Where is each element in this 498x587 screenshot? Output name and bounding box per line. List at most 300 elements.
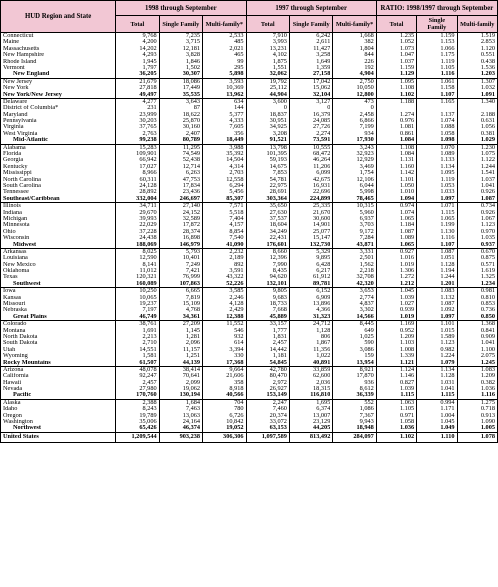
state-value: 1.175 — [440, 52, 455, 59]
state-value: 22,975 — [269, 182, 287, 189]
state-value: 92,247 — [139, 373, 157, 380]
state-value: 3,643 — [185, 98, 201, 105]
state-value: 4,314 — [229, 163, 244, 170]
value-cell — [116, 366, 159, 399]
state-value: 1.032 — [480, 85, 495, 92]
region-total-value: 46,374 — [182, 425, 201, 432]
state-value: 14,202 — [139, 45, 157, 52]
state-value: 3,302 — [359, 307, 374, 314]
state-value: 1,875 — [272, 58, 287, 65]
region-total-value: 65,426 — [139, 425, 157, 432]
state-value: 30,203 — [139, 118, 157, 125]
value-cell — [417, 98, 457, 144]
state-value: 6,665 — [185, 288, 201, 295]
state-value: 37,765 — [139, 124, 157, 131]
state-value: 1.083 — [480, 366, 495, 373]
region-total-value: 17,930 — [356, 137, 374, 144]
region-total-value: 5,898 — [229, 71, 244, 78]
state-value: 28,691 — [269, 189, 287, 196]
state-value: 19,792 — [269, 78, 287, 85]
value-cell — [203, 33, 246, 79]
region-total-value: 54,845 — [269, 359, 287, 366]
region-total-value: 78,465 — [356, 195, 374, 202]
state-value: 46,264 — [313, 157, 331, 164]
region-total-name: Southwest — [13, 280, 41, 287]
state-value: 7,367 — [359, 412, 374, 419]
region-total-value: 1.212 — [400, 280, 415, 287]
value-cell — [417, 144, 457, 203]
sub-header-single-1997: Single Family — [289, 16, 332, 33]
state-value: 4,293 — [142, 52, 157, 59]
state-value: 28,374 — [182, 228, 201, 235]
state-value: 3,593 — [229, 78, 244, 85]
value-cell — [417, 288, 457, 321]
value-cell — [246, 33, 289, 79]
state-value: 9,768 — [142, 33, 157, 39]
value-cell — [289, 248, 332, 287]
state-value: 12,929 — [356, 157, 374, 164]
region-group — [1, 366, 498, 399]
state-value: 1.010 — [400, 189, 415, 196]
state-value: 1.065 — [400, 215, 415, 222]
state-value: 10,369 — [226, 85, 244, 92]
state-value: 10,315 — [356, 203, 374, 210]
region-total-value: 1.115 — [440, 392, 455, 399]
region-total-value: 73,591 — [313, 137, 331, 144]
state-value: 6,217 — [316, 268, 331, 275]
region-total-value: 99,238 — [139, 137, 157, 144]
region-group — [1, 78, 498, 98]
state-value: 13,896 — [313, 301, 331, 308]
value-cell — [159, 248, 202, 287]
grand-total-value: 813,492 — [289, 432, 332, 442]
state-value: 1.307 — [480, 78, 495, 85]
sub-header-multi-ratio: Multi-family — [457, 16, 497, 33]
state-name: Massachusetts — [3, 45, 40, 52]
state-value: 32,589 — [182, 215, 201, 222]
region-total-value: 13,954 — [356, 359, 374, 366]
value-cell — [289, 98, 332, 144]
state-value: 2,246 — [229, 294, 244, 301]
grand-total-value: 284,097 — [333, 432, 376, 442]
state-value: 1.015 — [440, 327, 455, 334]
state-value: 1.084 — [400, 151, 415, 158]
grand-total-value: 1,097,589 — [246, 432, 289, 442]
state-value: 1.041 — [440, 386, 455, 393]
state-value: 7,853 — [272, 170, 287, 177]
state-value: 18,622 — [182, 111, 201, 118]
state-value: 844 — [364, 52, 374, 59]
state-value: 59,193 — [269, 157, 287, 164]
state-value: 7,421 — [185, 268, 201, 275]
state-name: Texas — [3, 274, 18, 281]
state-value: 2,407 — [185, 130, 201, 137]
state-value: 1.159 — [400, 64, 415, 71]
state-value: 24,085 — [313, 118, 331, 125]
region-total-name: New York/New Jersey — [3, 91, 62, 98]
state-value: 14,551 — [139, 346, 157, 353]
state-value: 25,870 — [182, 118, 201, 125]
state-value: 1.159 — [440, 33, 455, 39]
state-value: 87 — [193, 105, 201, 112]
state-value: 8,921 — [359, 366, 374, 373]
state-value: 1.209 — [400, 333, 415, 340]
value-cell — [159, 321, 202, 367]
state-value: 0 — [370, 105, 374, 112]
state-value: 76,999 — [182, 274, 201, 281]
value-cell — [457, 399, 497, 432]
state-name: Missouri — [3, 301, 26, 308]
region-total-value: 27,158 — [313, 71, 331, 78]
state-value: 1.041 — [480, 340, 495, 347]
state-name: Wisconsin — [3, 235, 30, 242]
state-value: 6,726 — [229, 412, 244, 419]
state-name: New Jersey — [3, 78, 33, 85]
state-value: 0.571 — [480, 261, 495, 268]
state-value: 1.274 — [400, 111, 415, 118]
state-value: 11,356 — [313, 346, 331, 353]
region-total-value: 1.129 — [400, 71, 415, 78]
state-value: 3,394 — [229, 346, 244, 353]
state-value: 15,283 — [139, 144, 157, 151]
state-value: 1.019 — [400, 261, 415, 268]
value-cell — [376, 78, 416, 98]
state-value: 6,044 — [359, 182, 374, 189]
state-value: 120,321 — [136, 274, 157, 281]
state-name-cell — [1, 399, 116, 432]
state-value: 1.004 — [440, 412, 455, 419]
table-body — [1, 33, 498, 443]
ratio-header: RATIO: 1998/1997 through September — [376, 1, 497, 16]
state-value: 2,750 — [359, 78, 374, 85]
state-value: 1.339 — [400, 353, 415, 360]
state-value: 42,780 — [269, 366, 287, 373]
value-cell — [159, 98, 202, 144]
region-total-value: 170,760 — [136, 392, 157, 399]
state-value: 3,585 — [229, 288, 244, 295]
state-value: 7,197 — [142, 307, 157, 314]
state-value: 18,837 — [269, 111, 287, 118]
state-value: 19,789 — [139, 412, 157, 419]
state-value: 10,842 — [226, 419, 244, 426]
state-name: Indiana — [3, 209, 22, 216]
region-total-value: 1.097 — [440, 313, 455, 320]
state-name: Louisiana — [3, 255, 28, 262]
value-cell — [159, 33, 202, 79]
grand-total-value: 1.078 — [457, 432, 497, 442]
region-total-value: 1.203 — [480, 71, 495, 78]
state-name: Montana — [3, 327, 26, 334]
region-total-name: Southeast/Caribbean — [3, 195, 60, 202]
value-cell — [417, 399, 457, 432]
value-cell — [333, 366, 376, 399]
state-value: 144 — [234, 105, 244, 112]
grand-total-value: 306,306 — [203, 432, 246, 442]
state-value: 1.108 — [400, 144, 415, 151]
period-1997-header: 1997 through September — [246, 1, 376, 16]
state-value: 0.810 — [480, 294, 495, 301]
state-name: District of Columbia* — [3, 105, 59, 112]
state-value: 1.095 — [440, 170, 455, 177]
region-group — [1, 399, 498, 432]
state-value: 8,854 — [229, 228, 244, 235]
value-cell — [457, 33, 497, 79]
region-total-value: 40,891 — [313, 359, 331, 366]
value-cell — [457, 321, 497, 367]
state-value: 19,062 — [182, 386, 201, 393]
region-total-value: 44,139 — [182, 359, 201, 366]
region-total-value: 188,069 — [136, 241, 157, 248]
state-value: 1.036 — [480, 386, 495, 393]
state-value: 1.123 — [440, 340, 455, 347]
value-cell — [376, 33, 416, 79]
state-name: Georgia — [3, 157, 24, 164]
state-name: Arkansas — [3, 248, 27, 255]
region-group — [1, 144, 498, 203]
state-value: 1,777 — [272, 327, 287, 334]
state-name: North Dakota — [3, 333, 38, 340]
state-value: 15,147 — [313, 235, 331, 242]
region-total-value: 1.116 — [440, 71, 455, 78]
state-name-cell — [1, 248, 116, 287]
value-cell — [159, 144, 202, 203]
state-value: 27,630 — [269, 209, 287, 216]
state-value: 1.119 — [440, 176, 455, 183]
state-name-cell — [1, 33, 116, 79]
state-value: 22,029 — [139, 222, 157, 229]
united-states-total-row — [1, 432, 498, 442]
state-value: 3,993 — [272, 39, 287, 46]
table-header — [1, 1, 498, 33]
state-value: 1,867 — [316, 340, 331, 347]
state-value: 94,620 — [269, 274, 287, 281]
state-value: 1.101 — [400, 176, 415, 183]
state-value: 4,366 — [316, 307, 331, 314]
region-total-name: Mid-Atlantic — [13, 137, 48, 144]
value-cell — [457, 248, 497, 287]
state-value: 1.235 — [400, 33, 415, 39]
value-cell — [159, 203, 202, 249]
state-value: 7,404 — [229, 215, 244, 222]
state-value: 12,106 — [356, 176, 374, 183]
region-total-value: 17,368 — [226, 359, 244, 366]
state-value: 0.939 — [400, 307, 415, 314]
state-value: 21,679 — [139, 78, 157, 85]
region-total-value: 31,323 — [313, 313, 331, 320]
state-value: 356 — [234, 130, 244, 137]
region-total-value: 1.029 — [480, 137, 495, 144]
state-value: 24,164 — [182, 419, 201, 426]
state-value: 1.122 — [480, 157, 495, 164]
state-value: 6,294 — [229, 182, 244, 189]
state-value: 1.169 — [400, 321, 415, 328]
state-value: 47,753 — [182, 176, 201, 183]
state-value: 26,927 — [269, 386, 287, 393]
state-value: 60,311 — [139, 176, 157, 183]
state-value: 6,374 — [316, 406, 331, 413]
state-value: 3,653 — [359, 288, 374, 295]
value-cell — [457, 366, 497, 399]
state-value: 1.105 — [400, 406, 415, 413]
state-value: 473 — [364, 98, 374, 105]
state-name-cell — [1, 288, 116, 321]
state-value: 1.131 — [400, 157, 415, 164]
state-value: 1.108 — [400, 85, 415, 92]
state-value: 8,025 — [142, 248, 157, 255]
value-cell — [116, 203, 159, 249]
region-total-value: 4,904 — [359, 71, 374, 78]
state-value: 16,898 — [182, 235, 201, 242]
state-value: 1.037 — [480, 176, 495, 183]
state-value: 0.438 — [480, 58, 495, 65]
state-value: 30,951 — [269, 118, 287, 125]
state-value: 32,923 — [356, 151, 374, 158]
state-value: 10,250 — [139, 288, 157, 295]
state-name: Florida — [3, 151, 22, 158]
state-value: 892 — [234, 261, 244, 268]
region-total-value: 49,497 — [139, 91, 157, 98]
sub-header-single-ratio: Single Family — [417, 16, 457, 33]
state-name: Maine — [3, 39, 20, 46]
value-cell — [116, 288, 159, 321]
state-value: 1,022 — [316, 353, 331, 360]
value-cell — [159, 366, 202, 399]
state-value: 1.209 — [480, 373, 495, 380]
state-value: 8,445 — [359, 321, 374, 328]
value-cell — [203, 98, 246, 144]
state-value: 4,128 — [229, 301, 244, 308]
state-value: 1.116 — [440, 235, 455, 242]
state-value: 15,062 — [313, 85, 331, 92]
state-value: 5,793 — [185, 248, 201, 255]
state-value: 3,988 — [229, 144, 244, 151]
value-cell — [417, 366, 457, 399]
state-value: 4,157 — [229, 222, 244, 229]
state-value: 17,834 — [182, 182, 201, 189]
state-value: 7,540 — [229, 235, 244, 242]
state-name: Vermont — [3, 64, 25, 71]
region-total-value: 85,307 — [226, 195, 244, 202]
state-value: 0.971 — [400, 412, 415, 419]
state-value: 1.008 — [400, 346, 415, 353]
value-cell — [376, 144, 416, 203]
region-group — [1, 33, 498, 79]
region-total-value: 1.087 — [480, 195, 495, 202]
region-total-value: 1.098 — [440, 137, 455, 144]
state-value: 1,359 — [316, 64, 331, 71]
state-name: Colorado — [3, 321, 27, 328]
state-name: Michigan — [3, 215, 28, 222]
region-total-value: 1.234 — [480, 280, 495, 287]
value-cell — [203, 288, 246, 321]
state-value: 806 — [320, 333, 331, 340]
state-name: Nevada — [3, 386, 23, 393]
state-value: 38,414 — [182, 366, 201, 373]
state-value: 0.970 — [480, 228, 495, 235]
state-value: 1.073 — [400, 45, 415, 52]
state-value: 1.536 — [480, 64, 495, 71]
value-cell — [116, 98, 159, 144]
region-total-value: 1.115 — [400, 392, 415, 399]
region-total-value: 116,810 — [310, 392, 331, 399]
state-value: 22,696 — [313, 189, 331, 196]
state-value: 1.088 — [440, 124, 455, 131]
state-value: 9,895 — [316, 255, 331, 262]
state-value: 1,181 — [272, 353, 287, 360]
region-total-value: 52,226 — [226, 280, 244, 287]
region-total-value: 1.005 — [480, 425, 495, 432]
state-value: 1,797 — [142, 64, 157, 71]
region-total-value: 1.094 — [400, 195, 415, 202]
state-value: 1,668 — [359, 33, 374, 39]
state-name: Rhode Island — [3, 58, 37, 65]
region-total-value: 19,052 — [226, 425, 244, 432]
state-value: 2,218 — [359, 268, 374, 275]
state-value: 7,668 — [272, 307, 287, 314]
region-total-value: 1.245 — [480, 359, 495, 366]
state-value: 1.074 — [400, 209, 415, 216]
state-value: 1.306 — [400, 268, 415, 275]
value-cell — [376, 98, 416, 144]
state-name: South Carolina — [3, 182, 41, 189]
state-value: 1.063 — [400, 399, 415, 406]
state-value: 1.137 — [440, 111, 455, 118]
state-value: 25,335 — [313, 203, 331, 210]
state-value: 6,263 — [185, 170, 201, 177]
state-value: 649 — [364, 327, 374, 334]
region-total-value: 18,449 — [226, 137, 244, 144]
value-cell — [376, 366, 416, 399]
state-value: 80,470 — [269, 373, 287, 380]
state-value: 780 — [234, 406, 244, 413]
value-cell — [289, 366, 332, 399]
state-name: Oregon — [3, 412, 22, 419]
state-value: 0.982 — [440, 346, 455, 353]
region-total-value: 1.065 — [400, 241, 415, 248]
value-cell — [417, 203, 457, 249]
state-name: Kentucky — [3, 163, 28, 170]
state-value: 101,395 — [266, 151, 287, 158]
state-value: 38,761 — [139, 321, 157, 328]
state-value: 4,200 — [142, 39, 157, 46]
state-value: 1.066 — [440, 45, 455, 52]
state-value: 1.045 — [440, 419, 455, 426]
state-value: 1.101 — [440, 321, 455, 328]
value-cell — [246, 288, 289, 321]
value-cell — [116, 144, 159, 203]
state-value: 2,099 — [185, 379, 201, 386]
state-value: 7,284 — [359, 235, 374, 242]
state-value: 2.075 — [480, 353, 495, 360]
grand-total-value: 1,209,544 — [116, 432, 159, 442]
state-value: 8,141 — [142, 261, 157, 268]
state-value: 27,818 — [139, 85, 157, 92]
state-value: 28,892 — [139, 189, 157, 196]
value-cell — [203, 78, 246, 98]
state-value: 2,611 — [316, 39, 331, 46]
state-value: 1.070 — [440, 144, 455, 151]
region-group — [1, 203, 498, 249]
state-value: 0.861 — [400, 130, 415, 137]
state-value: 3,591 — [229, 268, 244, 275]
value-cell — [203, 248, 246, 287]
state-value: 12,558 — [226, 176, 244, 183]
state-value: 52,438 — [182, 157, 201, 164]
state-value: 17,449 — [182, 85, 201, 92]
state-value: 1.519 — [480, 33, 495, 39]
region-total-value: 1.079 — [440, 359, 455, 366]
region-total-value: 46,749 — [139, 313, 157, 320]
